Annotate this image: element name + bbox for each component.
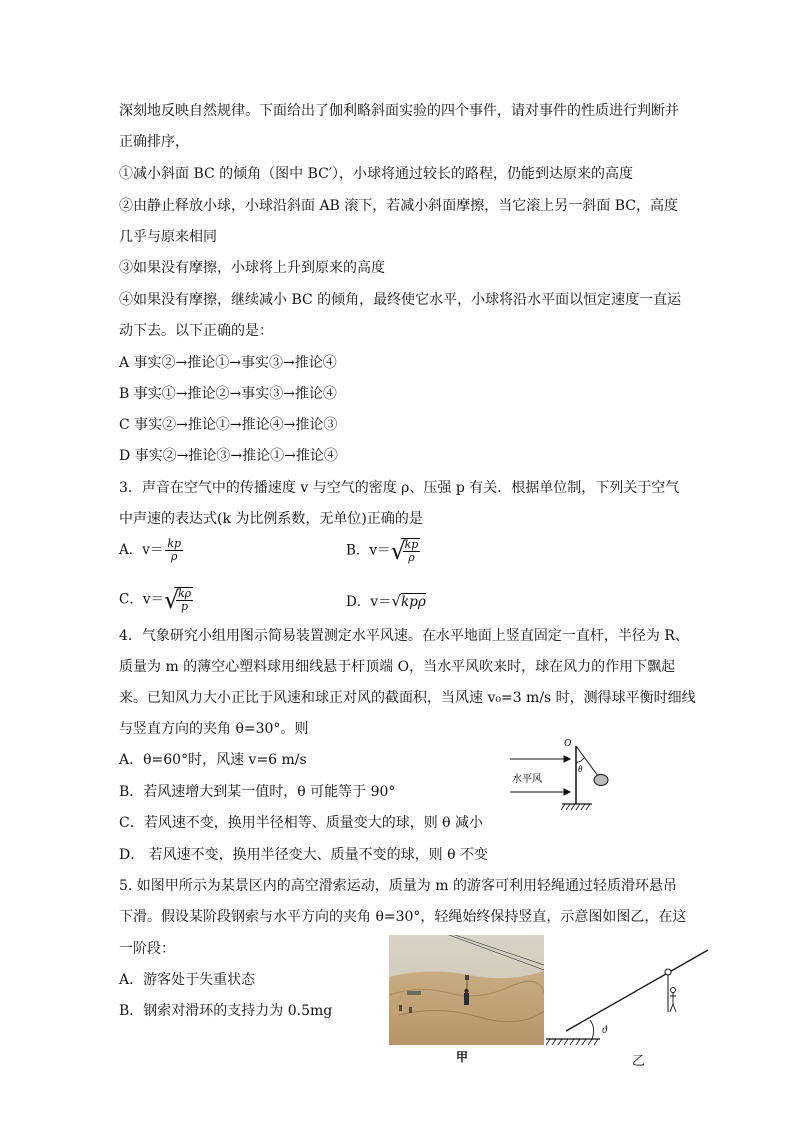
- q3-option-a: [119, 538, 183, 563]
- q3-option-c-sqrt: √ $\frac{k\rho}{p}$: [163, 586, 192, 614]
- q3-option-d-radicand: kpρ: [401, 594, 426, 610]
- caption-jia: 甲: [456, 1050, 469, 1064]
- caption-yi: 乙: [632, 1054, 646, 1069]
- q2-option-d: D 事实②→推论③→推论①→推论④: [119, 448, 338, 464]
- q3-option-b-denominator: ρ: [408, 551, 415, 564]
- intro-line-2: 正确排序，: [119, 134, 189, 150]
- q5-stem-line-3: 一阶段：: [119, 941, 175, 957]
- q2-statement-4a: ④如果没有摩擦，继续减小 BC 的倾角，最终使它水平，小球将沿水平面以恒定速度一直运: [119, 292, 682, 308]
- q4-stem-line-2: 质量为 m 的薄空心塑料球用细线悬于杆顶端 O，当水平风吹来时，球在风力的作用下飘起: [119, 659, 676, 675]
- q3-option-b-sqrt: √ $\frac{kp}{\rho}$: [390, 537, 419, 565]
- label-theta: θ: [578, 764, 583, 774]
- q4-figure: [510, 736, 620, 814]
- q4-option-d: D． 若风速不变，换用半径变大、质量不变的球，则 θ 不变: [119, 847, 489, 863]
- angle-arc: [590, 1020, 594, 1039]
- q2-statement-3: ③如果没有摩擦，小球将上升到原来的高度: [119, 260, 385, 276]
- q4-option-a: A．θ=60°时，风速 v=6 m/s: [119, 752, 307, 768]
- q3-option-a-numerator: kp: [167, 537, 182, 550]
- q3-option-a-denominator: ρ: [171, 550, 178, 563]
- q4-stem-line-3: 来。已知风力大小正比于风速和球正对风的截面积，当风速 v₀=3 m/s 时，测得球平衡时细线: [119, 690, 696, 706]
- q3-option-a-fraction: [165, 538, 183, 563]
- ground-hatch: [546, 1039, 598, 1045]
- q3-option-c-label: C．v＝: [119, 591, 164, 608]
- label-wind: 水平风: [512, 774, 542, 785]
- q3-option-b-label: B．v＝: [346, 542, 391, 559]
- q2-option-a: A 事实②→推论①→事实③→推论④: [119, 355, 337, 371]
- q5-stem-line-1: 5. 如图甲所示为某景区内的高空滑索运动，质量为 m 的游客可利用轻绳通过轻质滑环悬吊: [119, 878, 677, 894]
- zipline-photo: [389, 935, 544, 1045]
- q3-option-b: [346, 538, 420, 564]
- q2-statement-4b: 动下去。以下正确的是：: [119, 323, 273, 339]
- zipline-diagram: [546, 944, 712, 1054]
- q3-option-d-label: D．v＝: [346, 594, 392, 610]
- q3-option-d: D．v＝√kpρ: [346, 592, 426, 610]
- q2-option-c: C 事实②→推论①→推论④→推论③: [119, 417, 338, 433]
- q3-option-c-numerator: kρ: [177, 587, 192, 600]
- q3-stem-line-1: 3．声音在空气中的传播速度 v 与空气的密度 ρ、压强 p 有关．根据单位制，下列关于空气: [119, 480, 680, 496]
- q4-option-c: C．若风速不变，换用半径相等、质量变大的球，则 θ 减小: [119, 815, 484, 831]
- q3-option-c-denominator: p: [181, 600, 189, 613]
- q2-statement-2a: ②由静止释放小球，小球沿斜面 AB 滚下，若减小斜面摩擦，当它滚上另一斜面 BC，高度: [119, 198, 679, 214]
- intro-line-1: 深刻地反映自然规律。下面给出了伽利略斜面实验的四个事件，请对事件的性质进行判断并: [119, 103, 679, 119]
- q3-option-b-numerator: kp: [404, 538, 419, 551]
- tourist-body: [670, 993, 676, 1012]
- q5-option-a: A．游客处于失重状态: [119, 972, 256, 988]
- q4-option-b: B．若风速增大到某一值时，θ 可能等于 90°: [119, 784, 396, 800]
- q3-stem-line-2: 中声速的表达式(k 为比例系数，无单位)正确的是: [119, 511, 423, 527]
- q2-statement-1: ①减小斜面 BC 的倾角（图中 BC′），小球将通过较长的路程，仍能到达原来的高度: [119, 166, 634, 182]
- tourist-head: [671, 988, 676, 993]
- q2-statement-2b: 几乎与原来相同: [119, 229, 217, 245]
- plastic-ball: [594, 775, 608, 786]
- q3-option-a-label: A．v＝: [119, 542, 164, 558]
- q4-stem-line-4: 与竖直方向的夹角 θ=30°。则: [119, 721, 309, 737]
- q5-stem-line-2: 下滑。假设某阶段钢索与水平方向的夹角 θ=30°，轻绳始终保持竖直，示意图如图乙，在这: [119, 909, 687, 925]
- theta-arc: [576, 758, 584, 762]
- slide-ring: [665, 969, 671, 975]
- ground-hatch: [561, 804, 590, 810]
- q4-stem-line-1: 4．气象研究小组用图示简易装置测定水平风速。在水平地面上竖直固定一直杆，半径为 R、: [119, 628, 689, 644]
- q5-option-b: B．钢索对滑环的支持力为 0.5mg: [119, 1003, 333, 1019]
- label-theta: ϑ: [602, 1025, 607, 1036]
- steel-cable: [566, 950, 708, 1031]
- q2-option-b: B 事实①→推论②→事实③→推论④: [119, 386, 337, 402]
- label-o: O: [564, 738, 572, 749]
- q3-option-c: [119, 587, 193, 613]
